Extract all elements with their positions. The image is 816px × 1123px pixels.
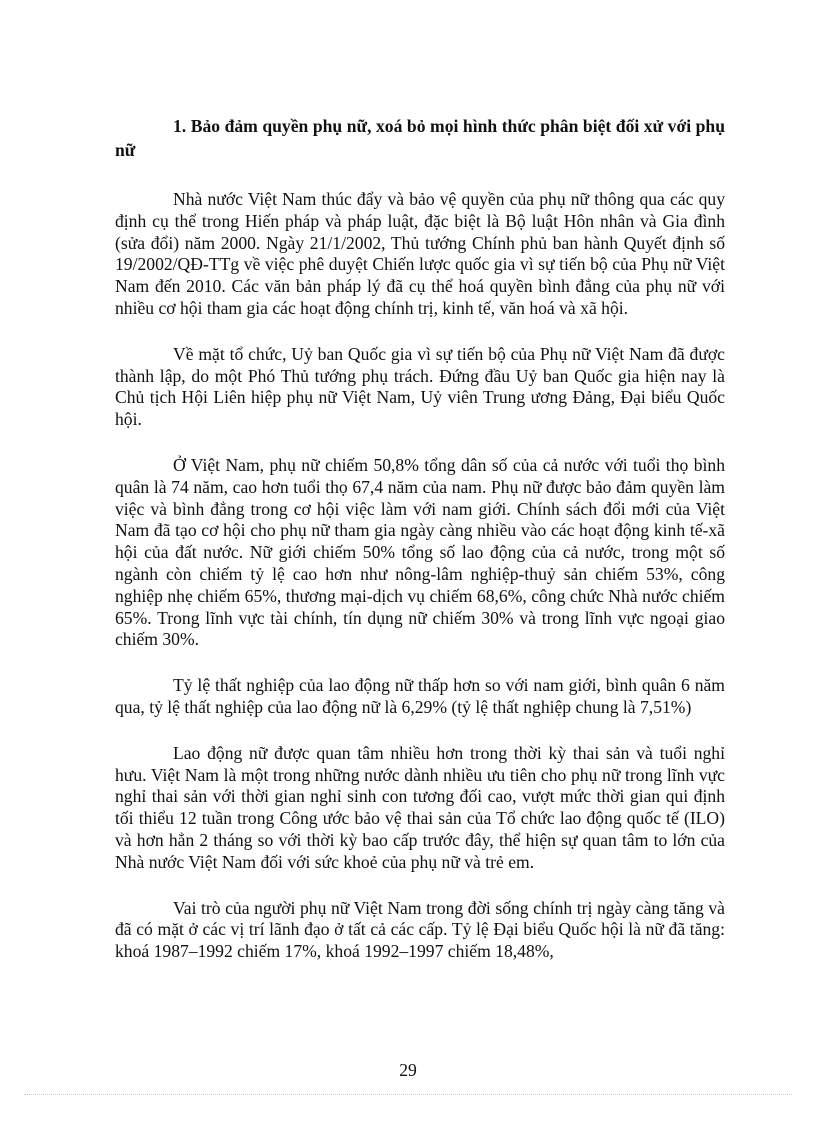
page-bottom-divider xyxy=(24,1094,792,1095)
document-page xyxy=(115,114,725,987)
paragraph-maternity-leave: Lao động nữ được quan tâm nhiều hơn trong thời kỳ thai sản và tuổi nghỉ hưu. Việt Nam là một trong những nước dành nhiều ưu tiên cho phụ nữ trong lĩnh vực nghỉ thai sản với thời gian nghỉ sinh con tương đối cao, vượt mức thời gian qui định tối thiểu 12 tuần trong Công ước bảo vệ thai sản của Tổ chức lao động quốc tế (ILO) và hơn hẳn 2 tháng so với thời kỳ bao cấp trước đây, thể hiện sự quan tâm to lớn của Nhà nước Việt Nam đối với sức khoẻ của phụ nữ và trẻ em. xyxy=(115,742,725,872)
section-heading: 1. Bảo đảm quyền phụ nữ, xoá bỏ mọi hình thức phân biệt đối xử với phụ nữ xyxy=(115,116,725,160)
paragraph-national-committee: Về mặt tổ chức, Uỷ ban Quốc gia vì sự tiến bộ của Phụ nữ Việt Nam đã được thành lập, do một Phó Thủ tướng phụ trách. Đứng đầu Uỷ ban Quốc gia hiện nay là Chủ tịch Hội Liên hiệp phụ nữ Việt Nam, Uỷ viên Trung ương Đảng, Đại biểu Quốc hội. xyxy=(115,343,725,430)
page-number: 29 xyxy=(399,1060,417,1080)
paragraph-political-role: Vai trò của người phụ nữ Việt Nam trong đời sống chính trị ngày càng tăng và đã có mặt ở các vị trí lãnh đạo ở tất cả các cấp. Tỷ lệ Đại biểu Quốc hội là nữ đã tăng: khoá 1987–1992 chiếm 17%, khoá 1992–1997 chiếm 18,48%, xyxy=(115,897,725,962)
paragraph-legal-framework: Nhà nước Việt Nam thúc đẩy và bảo vệ quyền của phụ nữ thông qua các quy định cụ thể trong Hiến pháp và pháp luật, đặc biệt là Bộ luật Hôn nhân và Gia đình (sửa đổi) năm 2000. Ngày 21/1/2002, Thủ tướng Chính phủ ban hành Quyết định số 19/2002/QĐ-TTg về việc phê duyệt Chiến lược quốc gia vì sự tiến bộ của Phụ nữ Việt Nam đến 2010. Các văn bản pháp lý đã cụ thể hoá quyền bình đẳng của phụ nữ với nhiều cơ hội tham gia các hoạt động chính trị, kinh tế, văn hoá và xã hội. xyxy=(115,189,725,318)
paragraph-employment-statistics: Ở Việt Nam, phụ nữ chiếm 50,8% tổng dân số của cả nước với tuổi thọ bình quân là 74 năm, cao hơn tuổi thọ 67,4 năm của nam. Phụ nữ được bảo đảm quyền làm việc và bình đẳng trong cơ hội việc làm với nam giới. Chính sách đổi mới của Việt Nam đã tạo cơ hội cho phụ nữ tham gia ngày càng nhiều vào các hoạt động kinh tế-xã hội của đất nước. Nữ giới chiếm 50% tổng số lao động của cả nước, trong một số ngành còn chiếm tỷ lệ cao hơn như nông-lâm nghiệp-thuỷ sản chiếm 53%, công nghiệp nhẹ chiếm 65%, thương mại-dịch vụ chiếm 68,6%, công chức Nhà nước chiếm 65%. Trong lĩnh vực tài chính, tín dụng nữ chiếm 30% và trong lĩnh vực ngoại giao chiếm 30%. xyxy=(115,454,725,650)
paragraph-unemployment-rate: Tỷ lệ thất nghiệp của lao động nữ thấp hơn so với nam giới, bình quân 6 năm qua, tỷ lệ thất nghiệp của lao động nữ là 6,29% (tỷ lệ thất nghiệp chung là 7,51%) xyxy=(115,675,725,717)
